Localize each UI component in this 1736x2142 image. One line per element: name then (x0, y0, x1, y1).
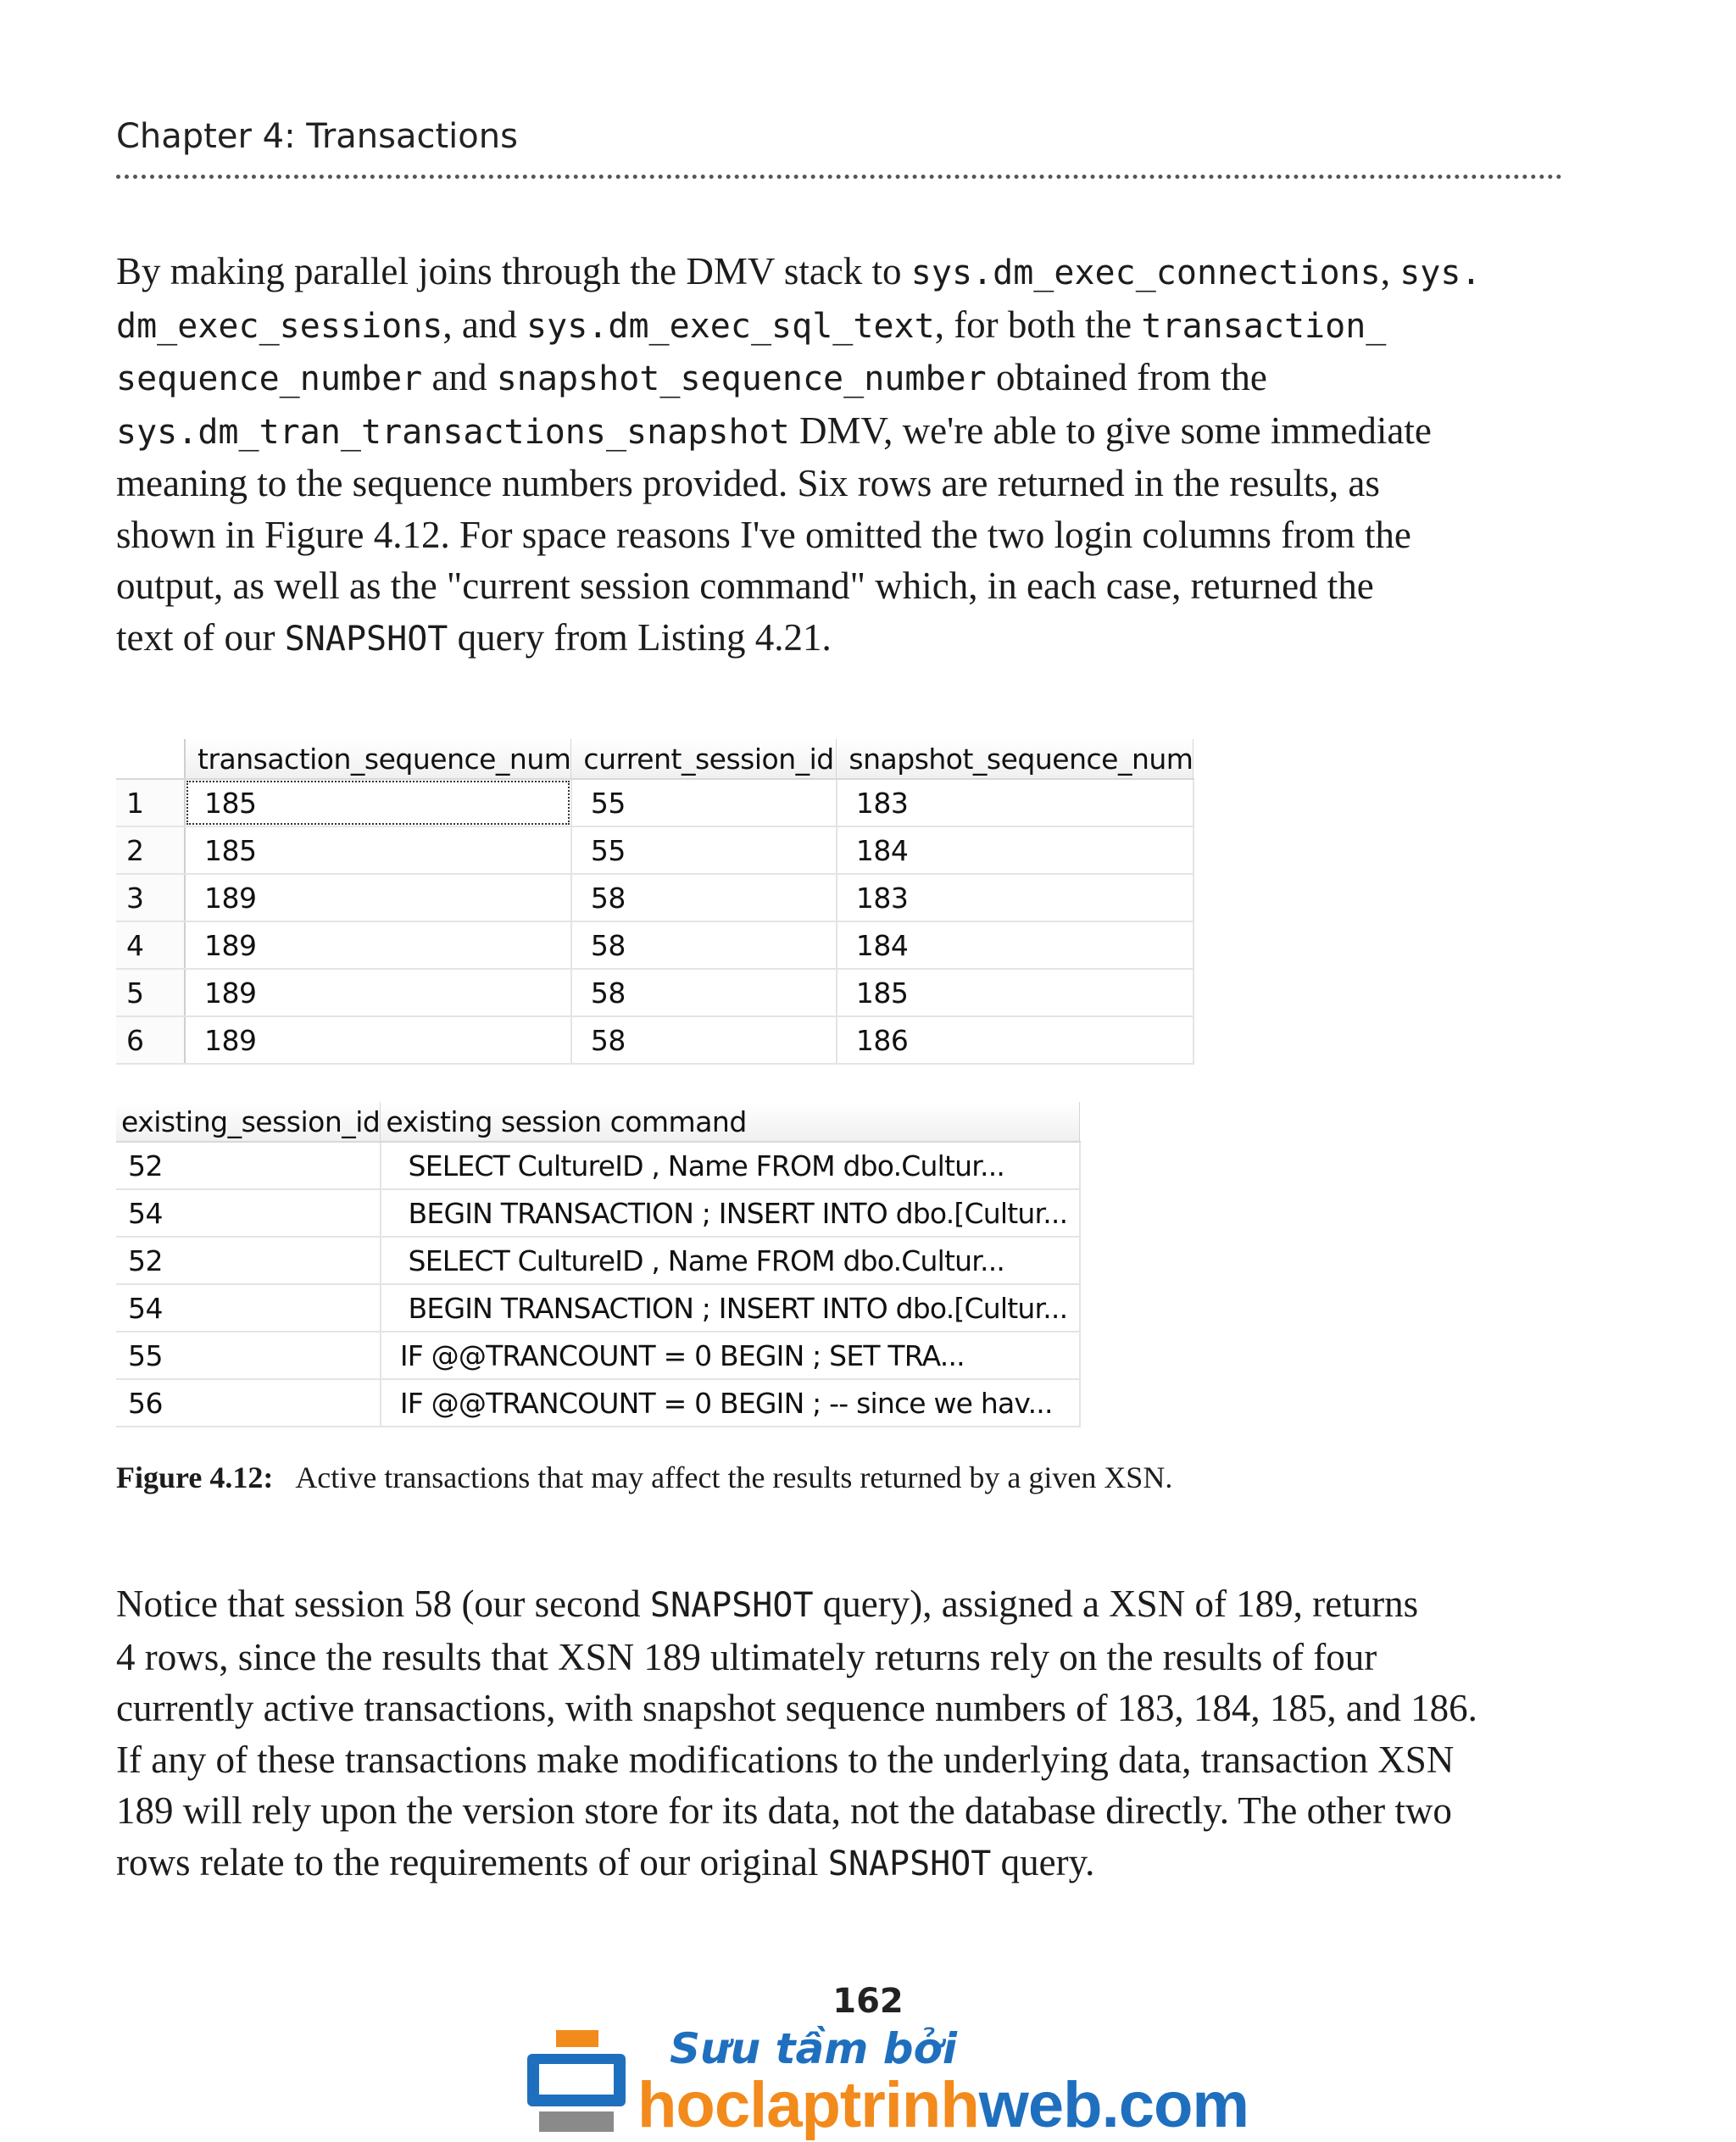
table-row[interactable] (116, 1332, 1080, 1379)
inline-code: snapshot_sequence_number (496, 359, 987, 398)
text-run: output, as well as the "current session command" which, in each case, returned the (116, 565, 1374, 607)
text-run: shown in Figure 4.12. For space reasons I've omitted the two login columns from the (116, 513, 1411, 556)
cell-transaction-sequence-num[interactable]: 189 (185, 969, 571, 1016)
cell-existing-session-id[interactable]: 54 (116, 1189, 381, 1237)
cell-existing-session-command[interactable]: BEGIN TRANSACTION ; INSERT INTO dbo.[Cultur... (381, 1284, 1080, 1332)
table-row[interactable] (116, 1237, 1080, 1284)
text-line (116, 612, 1557, 665)
text-run: rows relate to the requirements of our original (116, 1840, 828, 1883)
cell-existing-session-id[interactable]: 56 (116, 1379, 381, 1427)
row-number: 6 (116, 1016, 185, 1064)
text-line (116, 1837, 1557, 1890)
text-run: Notice that session 58 (our second (116, 1583, 650, 1625)
column-header-existing-session-id[interactable]: existing_session_id (116, 1102, 381, 1142)
table-row[interactable] (116, 826, 1194, 874)
text-run: query), assigned a XSN of 189, returns (813, 1583, 1419, 1625)
text-run: If any of these transactions make modifications to the underlying data, transaction XSN (116, 1738, 1455, 1781)
watermark-site-part2: web.com (978, 2069, 1249, 2141)
cell-snapshot-sequence-num[interactable]: 183 (837, 779, 1194, 826)
inline-code: SNAPSHOT (284, 619, 448, 659)
text-run: , (1380, 250, 1400, 292)
cell-current-session-id[interactable]: 55 (571, 826, 837, 874)
inline-code: SNAPSHOT (649, 1586, 814, 1625)
cell-transaction-sequence-num[interactable]: 185 (185, 779, 571, 826)
watermark-site-part1: hoclaptrinh (637, 2069, 979, 2141)
text-line (116, 246, 1557, 299)
cell-transaction-sequence-num[interactable]: 189 (185, 921, 571, 969)
paragraph-intro (116, 246, 1557, 665)
grid-header-row (116, 1102, 1080, 1142)
text-run: By making parallel joins through the DMV stack to (116, 250, 911, 292)
cell-snapshot-sequence-num[interactable]: 184 (837, 826, 1194, 874)
column-header-snapshot-sequence-num[interactable]: snapshot_sequence_num (837, 739, 1194, 779)
paragraph-explanation (116, 1578, 1557, 1889)
table-row[interactable] (116, 1142, 1080, 1189)
cell-snapshot-sequence-num[interactable]: 185 (837, 969, 1194, 1016)
cell-existing-session-id[interactable]: 55 (116, 1332, 381, 1379)
row-number: 3 (116, 874, 185, 921)
inline-code: SNAPSHOT (827, 1844, 992, 1883)
cell-current-session-id[interactable]: 58 (571, 921, 837, 969)
table-row[interactable] (116, 969, 1194, 1016)
text-run: DMV, we're able to give some immediate (789, 409, 1432, 452)
watermark-logo-icon (527, 2030, 626, 2135)
text-run: 4 rows, since the results that XSN 189 ultimately returns rely on the results of four (116, 1635, 1377, 1678)
watermark-site (637, 2068, 1249, 2142)
cell-existing-session-command[interactable]: IF @@TRANCOUNT = 0 BEGIN ; SET TRA... (381, 1332, 1080, 1379)
text-run: currently active transactions, with snapshot sequence numbers of 183, 184, 185, and 186. (116, 1687, 1477, 1729)
cell-current-session-id[interactable]: 55 (571, 779, 837, 826)
table-row[interactable] (116, 1016, 1194, 1064)
text-run: and (422, 356, 497, 398)
results-grid-session-commands (116, 1102, 1081, 1427)
text-run: 189 will rely upon the version store for its data, not the database directly. The other two (116, 1789, 1452, 1832)
watermark-tagline: Sưu tầm bởi (670, 2024, 958, 2073)
row-number: 1 (116, 779, 185, 826)
table-row[interactable] (116, 779, 1194, 826)
text-run: , for both the (934, 303, 1142, 346)
cell-snapshot-sequence-num[interactable]: 183 (837, 874, 1194, 921)
cell-transaction-sequence-num[interactable]: 189 (185, 874, 571, 921)
figure-caption (116, 1460, 1172, 1495)
column-header-transaction-sequence-num[interactable]: transaction_sequence_num (185, 739, 571, 779)
text-run: , and (442, 303, 527, 346)
table-row[interactable] (116, 921, 1194, 969)
column-header-current-session-id[interactable]: current_session_id (571, 739, 837, 779)
inline-code: sys.dm_exec_connections (910, 253, 1381, 292)
text-line (116, 560, 1557, 612)
chapter-header: Chapter 4: Transactions (116, 117, 518, 156)
text-line (116, 458, 1557, 509)
text-line (116, 1632, 1557, 1683)
page-number: 162 (832, 1982, 904, 2021)
inline-code: sys.dm_exec_sql_text (526, 306, 935, 346)
cell-current-session-id[interactable]: 58 (571, 874, 837, 921)
cell-existing-session-command[interactable]: IF @@TRANCOUNT = 0 BEGIN ; -- since we hav... (381, 1379, 1080, 1427)
cell-existing-session-command[interactable]: BEGIN TRANSACTION ; INSERT INTO dbo.[Cultur... (381, 1189, 1080, 1237)
text-run: query from Listing 4.21. (448, 615, 832, 659)
inline-code: sys. (1399, 253, 1482, 292)
results-grid-transactions (116, 739, 1194, 1065)
text-run: query. (991, 1840, 1095, 1883)
cell-transaction-sequence-num[interactable]: 185 (185, 826, 571, 874)
text-run: meaning to the sequence numbers provided. Six rows are returned in the results, as (116, 462, 1380, 504)
text-line (116, 299, 1557, 353)
table-row[interactable] (116, 1189, 1080, 1237)
table-row[interactable] (116, 1379, 1080, 1427)
text-line (116, 352, 1557, 405)
cell-existing-session-command[interactable]: SELECT CultureID , Name FROM dbo.Cultur... (381, 1237, 1080, 1284)
row-number: 2 (116, 826, 185, 874)
text-line (116, 1785, 1557, 1837)
row-number: 4 (116, 921, 185, 969)
table-row[interactable] (116, 1284, 1080, 1332)
cell-snapshot-sequence-num[interactable]: 184 (837, 921, 1194, 969)
inline-code: sys.dm_tran_transactions_snapshot (116, 412, 790, 452)
inline-code: dm_exec_sessions (116, 306, 443, 346)
text-run: text of our (116, 615, 285, 659)
figure-caption-text: Active transactions that may affect the results returned by a given XSN. (295, 1460, 1173, 1494)
row-number-header (116, 739, 185, 779)
text-line (116, 1734, 1557, 1786)
text-line (116, 1683, 1557, 1734)
cell-current-session-id[interactable]: 58 (571, 969, 837, 1016)
header-divider (116, 175, 1562, 179)
cell-existing-session-id[interactable]: 54 (116, 1284, 381, 1332)
figure-caption-label: Figure 4.12: (116, 1460, 274, 1494)
text-line (116, 1578, 1557, 1632)
cell-existing-session-id[interactable]: 52 (116, 1237, 381, 1284)
text-line (116, 405, 1557, 459)
inline-code: sequence_number (116, 359, 423, 398)
cell-transaction-sequence-num[interactable]: 189 (185, 1016, 571, 1064)
text-line (116, 509, 1557, 561)
cell-snapshot-sequence-num[interactable]: 186 (837, 1016, 1194, 1064)
cell-existing-session-id[interactable]: 52 (116, 1142, 381, 1189)
cell-existing-session-command[interactable]: SELECT CultureID , Name FROM dbo.Cultur... (381, 1142, 1080, 1189)
cell-current-session-id[interactable]: 58 (571, 1016, 837, 1064)
inline-code: transaction_ (1141, 306, 1387, 346)
column-header-existing-session-command[interactable]: existing session command (381, 1102, 1080, 1142)
grid-header-row (116, 739, 1194, 779)
text-run: obtained from the (986, 356, 1267, 398)
row-number: 5 (116, 969, 185, 1016)
table-row[interactable] (116, 874, 1194, 921)
